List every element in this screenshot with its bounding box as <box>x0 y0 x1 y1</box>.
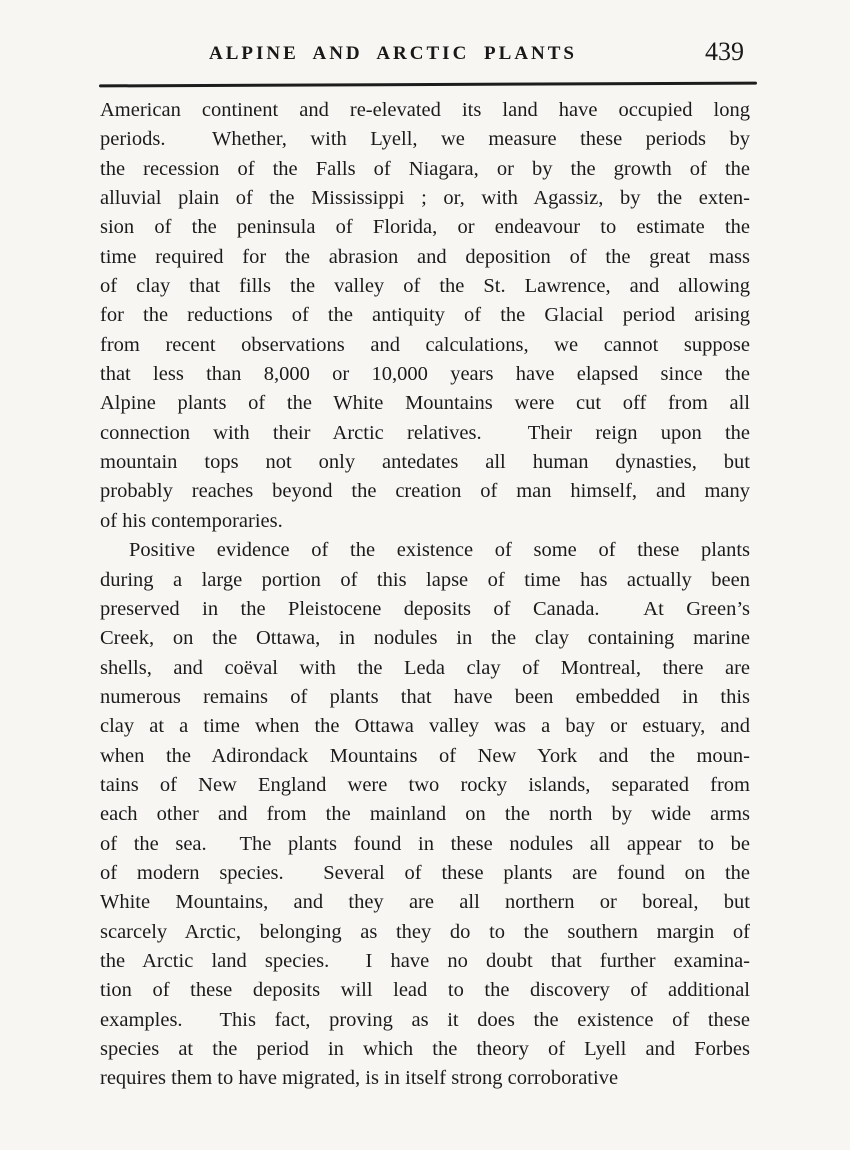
text-line: shells, and coëval with the Leda clay of Montreal, there are <box>100 656 750 679</box>
text-line: examples. This fact, proving as it does the existence of these <box>100 1008 750 1031</box>
text-line: Creek, on the Ottawa, in nodules in the clay containing marine <box>100 627 750 650</box>
running-title: ALPINE AND ARCTIC PLANTS <box>208 43 578 64</box>
text-line: clay at a time when the Ottawa valley was a bay or estuary, and <box>100 715 750 738</box>
text-line: time required for the abrasion and deposition of the great mass <box>100 245 750 268</box>
text-line: Positive evidence of the existence of some of these plants <box>129 539 750 562</box>
text-line: tion of these deposits will lead to the discovery of additional <box>100 979 750 1002</box>
text-line: mountain tops not only antedates all human dynasties, but <box>100 451 750 474</box>
text-line: Alpine plants of the White Mountains were cut off from all <box>100 392 750 415</box>
text-line: American continent and re-elevated its land have occupied long <box>100 99 750 121</box>
text-line: of clay that fills the valley of the St. Lawrence, and allowing <box>100 275 750 298</box>
text-line: alluvial plain of the Mississippi ; or, with Agassiz, by the exten- <box>100 187 750 210</box>
paragraph <box>100 536 750 1094</box>
text-line: numerous remains of plants that have been embedded in this <box>100 685 750 708</box>
text-line: connection with their Arctic relatives. Their reign upon the <box>100 421 750 444</box>
text-line: each other and from the mainland on the north by wide arms <box>100 803 750 826</box>
body-text <box>100 96 750 1094</box>
header-rule <box>99 82 757 88</box>
text-line: species at the period in which the theory of Lyell and Forbes <box>100 1038 750 1060</box>
text-line: of the sea. The plants found in these nodules all appear to be <box>100 832 750 855</box>
text-line: when the Adirondack Mountains of New York and the moun- <box>100 744 750 767</box>
page-header <box>100 37 756 74</box>
text-line: for the reductions of the antiquity of the Glacial period arising <box>100 304 750 327</box>
text-line: probably reaches beyond the creation of man himself, and many <box>100 480 750 503</box>
text-line: of modern species. Several of these plants are found on the <box>100 861 750 884</box>
text-line: of his contemporaries. <box>100 509 283 532</box>
page-number: 439 <box>705 37 744 66</box>
text-line: sion of the peninsula of Florida, or endeavour to estimate the <box>100 216 750 239</box>
text-line: that less than 8,000 or 10,000 years have elapsed since the <box>100 363 750 386</box>
paragraph <box>100 96 750 536</box>
text-line: from recent observations and calculations, we cannot suppose <box>100 333 750 356</box>
text-line: tains of New England were two rocky islands, separated from <box>100 773 750 796</box>
text-line: scarcely Arctic, belonging as they do to the southern margin of <box>100 920 750 943</box>
text-line: the recession of the Falls of Niagara, or by the growth of the <box>100 157 750 180</box>
text-line: White Mountains, and they are all northern or boreal, but <box>100 891 750 914</box>
text-line: requires them to have migrated, is in itself strong corroborative <box>100 1067 619 1090</box>
text-line: during a large portion of this lapse of time has actually been <box>100 568 750 591</box>
text-line: preserved in the Pleistocene deposits of Canada. At Green’s <box>100 597 750 620</box>
text-line: the Arctic land species. I have no doubt that further examina- <box>100 949 750 972</box>
text-line: periods. Whether, with Lyell, we measure these periods by <box>100 128 750 151</box>
